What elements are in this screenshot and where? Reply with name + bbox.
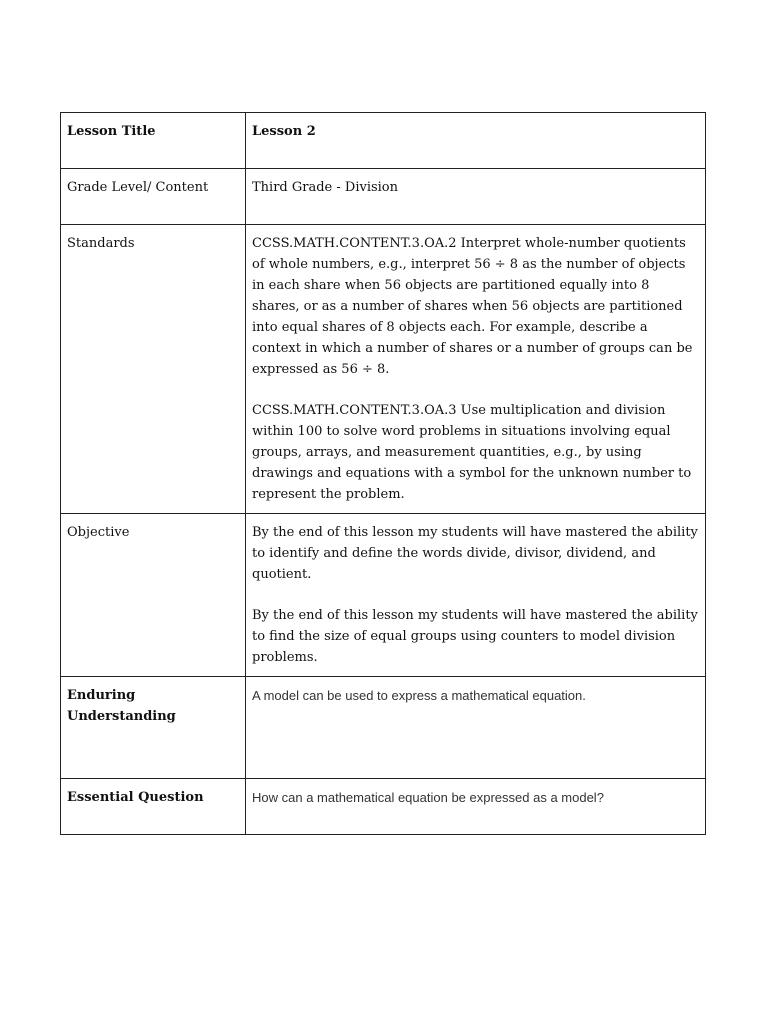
row-standards [61,225,706,514]
enduring-understanding-value: A model can be used to express a mathematical equation. [246,677,706,779]
row-lesson-title [61,113,706,169]
row-grade-level [61,169,706,225]
lesson-title-value: Lesson 2 [246,113,706,169]
lesson-title-label: Lesson Title [61,113,246,169]
row-enduring-understanding [61,677,706,779]
standard-paragraph: CCSS.MATH.CONTENT.3.OA.2 Interpret whole-number quotients of whole numbers, e.g., interpret 56 ÷ 8 as the number of objects in each share when 56 objects are partitioned equally into 8 shares, or as a number of shares when 56 objects are partitioned into equal shares of 8 objects each. For example, describe a context in which a number of shares or a number of groups can be expressed as 56 ÷ 8. [252,236,693,377]
objective-label: Objective [61,514,246,677]
standards-value [246,225,706,514]
enduring-understanding-label: Enduring Understanding [61,677,246,779]
essential-question-value: How can a mathematical equation be expressed as a model? [246,779,706,835]
grade-level-value: Third Grade - Division [246,169,706,225]
objective-paragraph: By the end of this lesson my students will have mastered the ability to identify and define the words divide, divisor, dividend, and quotient. [252,525,698,582]
objective-value [246,514,706,677]
essential-question-label: Essential Question [61,779,246,835]
row-essential-question [61,779,706,835]
standard-paragraph: CCSS.MATH.CONTENT.3.OA.3 Use multiplication and division within 100 to solve word problems in situations involving equal groups, arrays, and measurement quantities, e.g., by using drawings and equations with a symbol for the unknown number to represent the problem. [252,403,692,502]
standards-label: Standards [61,225,246,514]
lesson-plan-table [60,112,706,835]
grade-level-label: Grade Level/ Content [61,169,246,225]
objective-paragraph: By the end of this lesson my students will have mastered the ability to find the size of equal groups using counters to model division problems. [252,608,698,665]
row-objective [61,514,706,677]
